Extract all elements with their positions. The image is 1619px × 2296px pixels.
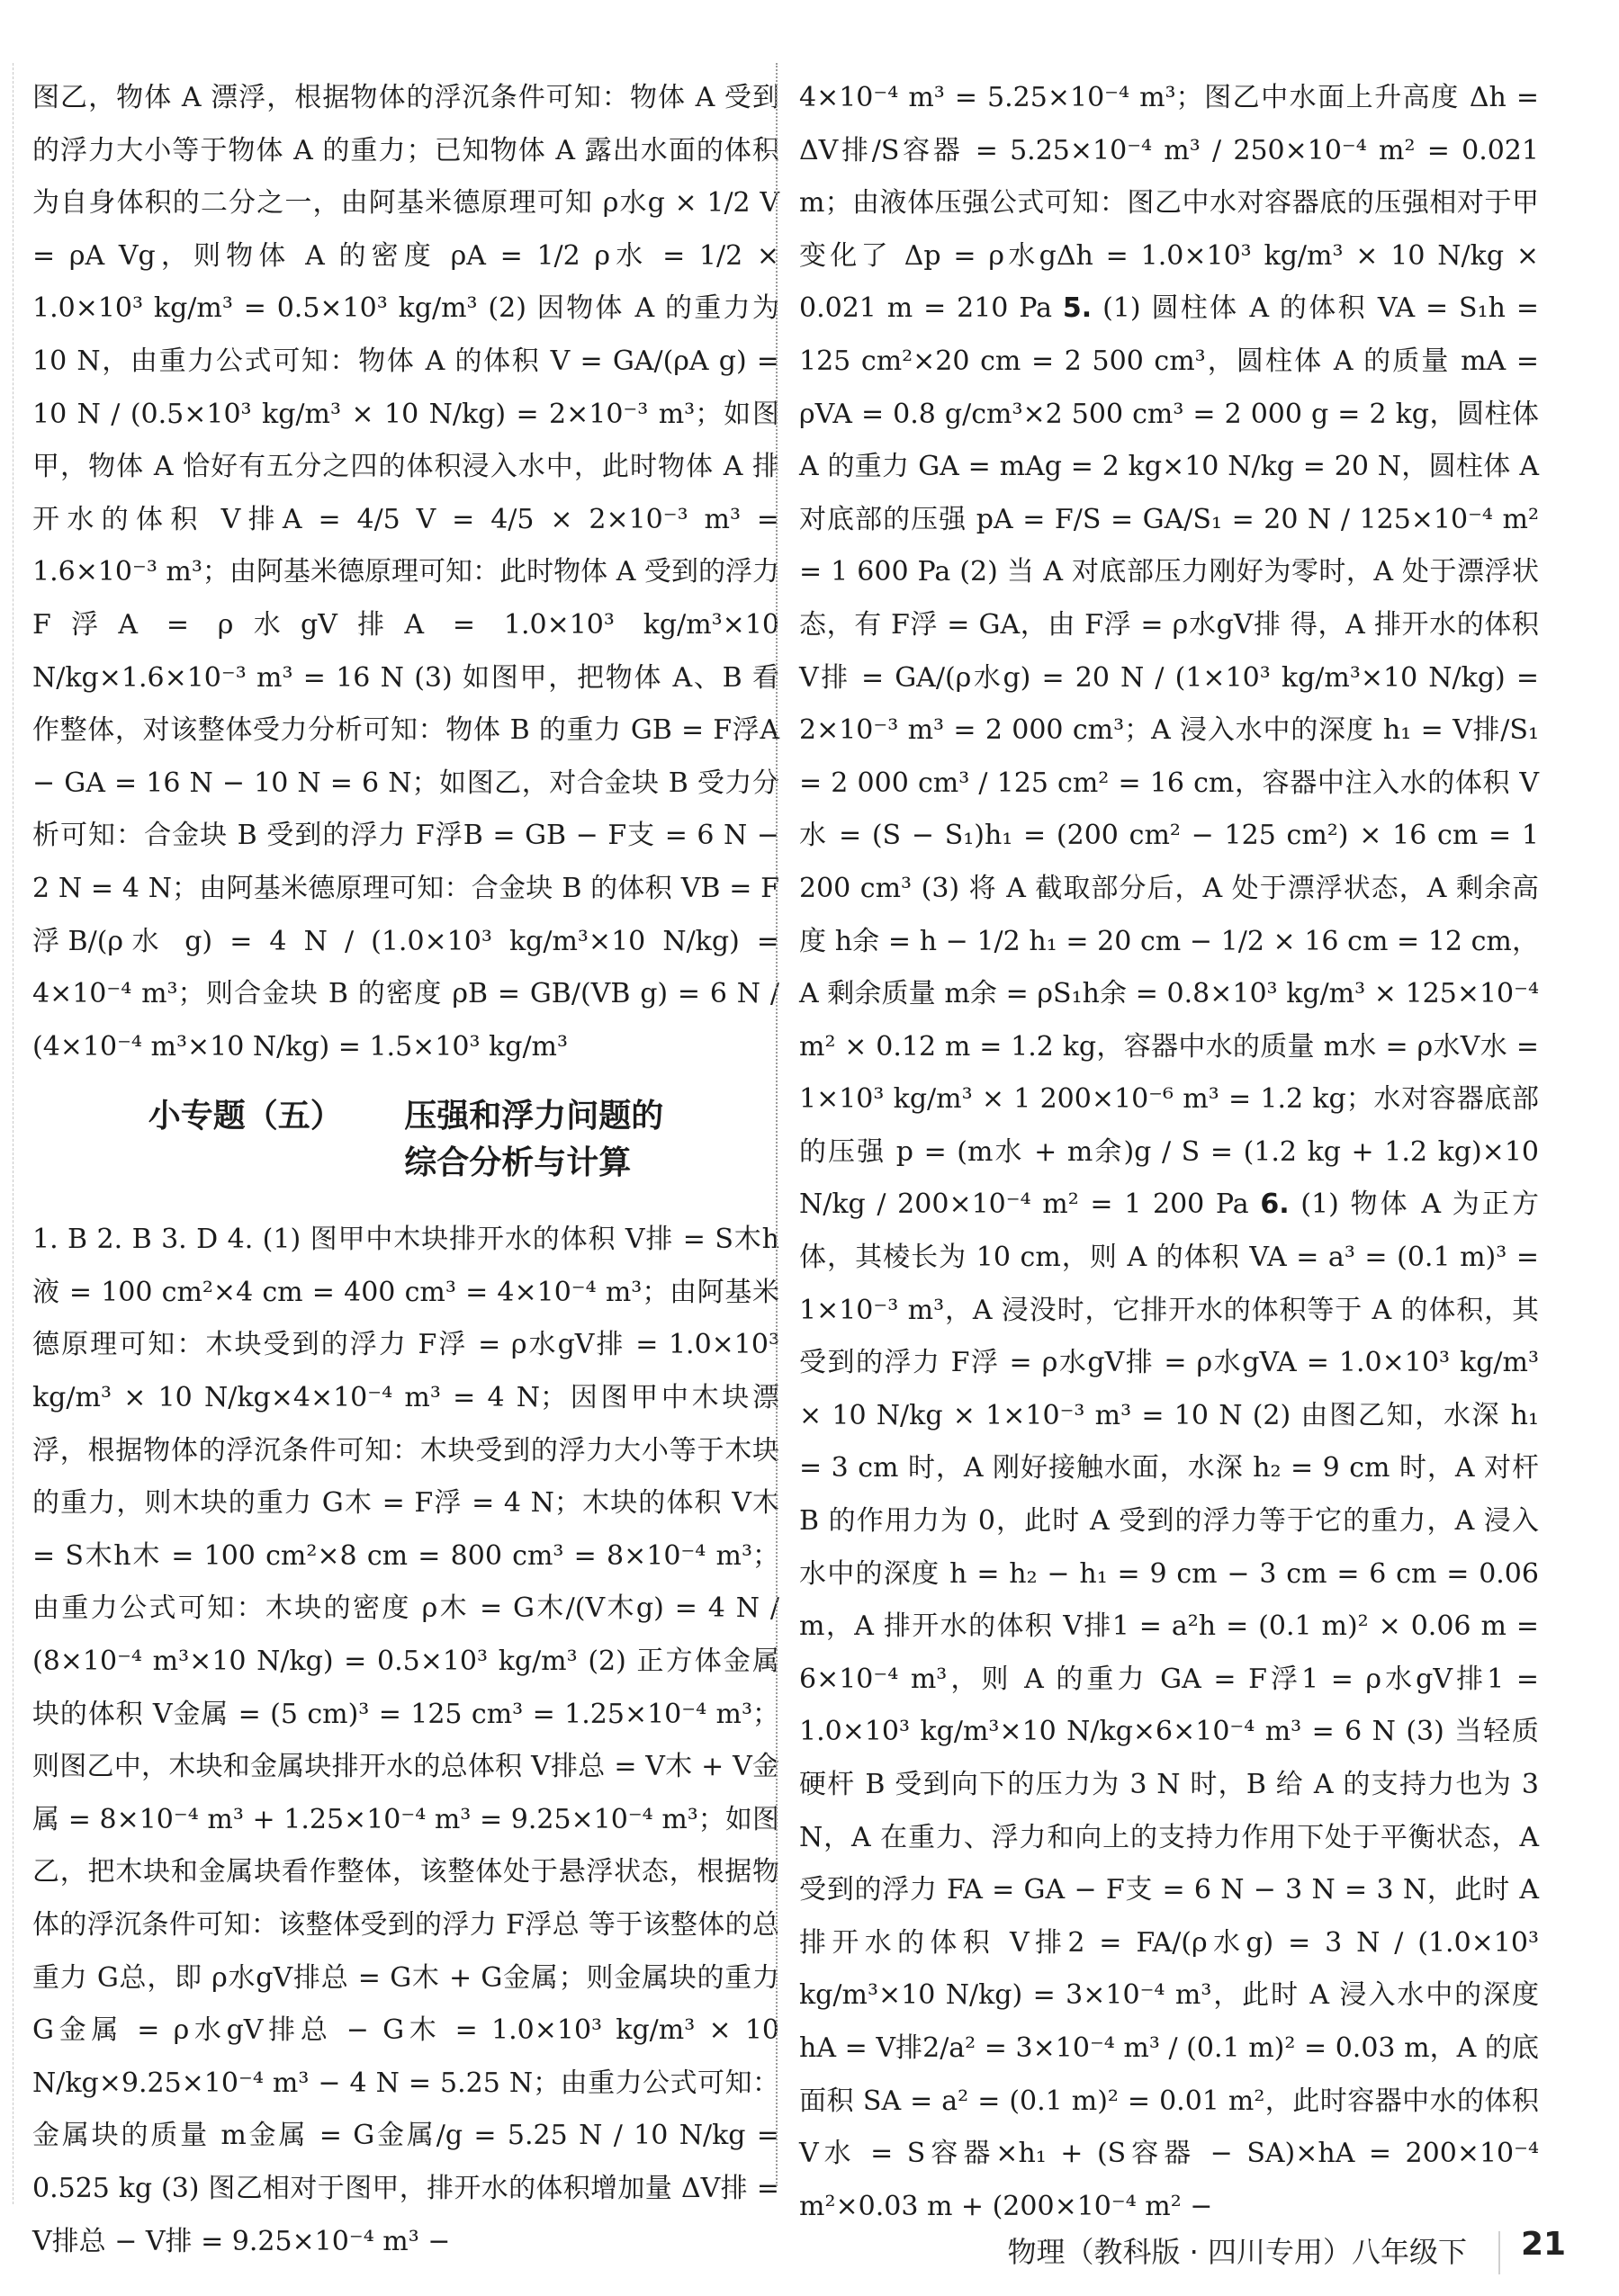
section-title-number: 小专题（五） bbox=[148, 1098, 343, 1135]
footer-separator bbox=[1498, 2231, 1500, 2274]
answer-5-text: (1) 圆柱体 A 的体积 VA = S₁h = 125 cm²×20 cm = 2 500 cm³，圆柱体 A 的质量 mA = ρVA = 0.8 g/cm³×2 500 cm³ = 2 000 g = 2 kg，圆柱体 A 的重力 GA = mAg = 2 kg×10 N/kg = 20 N，圆柱体 A 对底部的压强 pA = F/S = GA/S₁ = 20 N / 125×10⁻⁴ m² = 1 600 Pa (2) 当 A 对底部压力刚好为零时，A 处于漂浮状态，有 F浮 = GA，由 F浮 = ρ水gV排 得，A 排开水的体积 V排 = GA/(ρ水g) = 20 N / (1×10³ kg/m³×10 N/kg) = 2×10⁻³ m³ = 2 000 cm³；A 浸入水中的深度 h₁ = V排/S₁ = 2 000 cm³ / 125 cm² = 16 cm，容器中注入水的体积 V水 = (S − S₁)h₁ = (200 cm² − 125 cm²) × 16 cm = 1 200 cm³ (3) 将 A 截取部分后，A 处于漂浮状态，A 剩余高度 h余 = h − 1/2 h₁ = 20 cm − 1/2 × 16 cm = 12 cm，A 剩余质量 m余 = ρS₁h余 = 0.8×10³ kg/m³ × 125×10⁻⁴ m² × 0.12 m = 1.2 kg，容器中水的质量 m水 = ρ水V水 = 1×10³ kg/m³ × 1 200×10⁻⁶ m³ = 1.2 kg；水对容器底部的压强 p = (m水 + m余)g / S = (1.2 kg + 1.2 kg)×10 N/kg / 200×10⁻⁴ m² = 1 200 Pa bbox=[799, 292, 1539, 1221]
page-number: 21 bbox=[1521, 2226, 1567, 2263]
column-divider bbox=[776, 63, 778, 2186]
question-5-number: 5. bbox=[1062, 292, 1093, 325]
answer-continued-paragraph: 图乙，物体 A 漂浮，根据物体的浮沉条件可知：物体 A 受到的浮力大小等于物体 A 的重力；已知物体 A 露出水面的体积为自身体积的二分之一，由阿基米德原理可知 ρ水g × 1/2 V = ρA Vg，则物体 A 的密度 ρA = 1/2 ρ水 = 1/2 × 1.0×10³ kg/m³ = 0.5×10³ kg/m³ (2) 因物体 A 的重力为 10 N，由重力公式可知：物体 A 的体积 V = GA/(ρA g) = 10 N / (0.5×10³ kg/m³ × 10 N/kg) = 2×10⁻³ m³；如图甲，物体 A 恰好有五分之四的体积浸入水中，此时物体 A 排开水的体积 V排A = 4/5 V = 4/5 × 2×10⁻³ m³ = 1.6×10⁻³ m³；由阿基米德原理可知：此时物体 A 受到的浮力 F浮A = ρ水gV排A = 1.0×10³ kg/m³×10 N/kg×1.6×10⁻³ m³ = 16 N (3) 如图甲，把物体 A、B 看作整体，对该整体受力分析可知：物体 B 的重力 GB = F浮A − GA = 16 N − 10 N = 6 N；如图乙，对合金块 B 受力分析可知：合金块 B 受到的浮力 F浮B = GB − F支 = 6 N − 2 N = 4 N；由阿基米德原理可知：合金块 B 的体积 VB = F浮B/(ρ水 g) = 4 N / (1.0×10³ kg/m³×10 N/kg) = 4×10⁻⁴ m³；则合金块 B 的密度 ρB = GB/(VB g) = 6 N / (4×10⁻⁴ m³×10 N/kg) = 1.5×10³ kg/m³ bbox=[32, 82, 779, 1063]
right-column bbox=[799, 72, 1539, 2233]
question-6-number: 6. bbox=[1260, 1188, 1290, 1221]
section-title-line-1: 压强和浮力问题的 bbox=[404, 1098, 664, 1135]
section-title-text bbox=[404, 1093, 663, 1187]
answer-4-continued-paragraph bbox=[799, 72, 1539, 2233]
answers-1-to-4-paragraph: 1. B 2. B 3. D 4. (1) 图甲中木块排开水的体积 V排 = S木h液 = 100 cm²×4 cm = 400 cm³ = 4×10⁻⁴ m³；由阿基米德原理可知：木块受到的浮力 F浮 = ρ水gV排 = 1.0×10³ kg/m³ × 10 N/kg×4×10⁻⁴ m³ = 4 N；因图甲中木块漂浮，根据物体的浮沉条件可知：木块受到的浮力大小等于木块的重力，则木块的重力 G木 = F浮 = 4 N；木块的体积 V木 = S木h木 = 100 cm²×8 cm = 800 cm³ = 8×10⁻⁴ m³；由重力公式可知：木块的密度 ρ木 = G木/(V木g) = 4 N / (8×10⁻⁴ m³×10 N/kg) = 0.5×10³ kg/m³ (2) 正方体金属块的体积 V金属 = (5 cm)³ = 125 cm³ = 1.25×10⁻⁴ m³；则图乙中，木块和金属块排开水的总体积 V排总 = V木 + V金属 = 8×10⁻⁴ m³ + 1.25×10⁻⁴ m³ = 9.25×10⁻⁴ m³；如图乙，把木块和金属块看作整体，该整体处于悬浮状态，根据物体的浮沉条件可知：该整体受到的浮力 F浮总 等于该整体的总重力 G总，即 ρ水gV排总 = G木 + G金属；则金属块的重力 G金属 = ρ水gV排总 − G木 = 1.0×10³ kg/m³ × 10 N/kg×9.25×10⁻⁴ m³ − 4 N = 5.25 N；由重力公式可知：金属块的质量 m金属 = G金属/g = 5.25 N / 10 N/kg = 0.525 kg (3) 图乙相对于图甲，排开水的体积增加量 ΔV排 = V排总 − V排 = 9.25×10⁻⁴ m³ − bbox=[32, 1224, 779, 2257]
section-title bbox=[32, 1093, 779, 1187]
answer-6-text: (1) 物体 A 为正方体，其棱长为 10 cm，则 A 的体积 VA = a³ = (0.1 m)³ = 1×10⁻³ m³，A 浸没时，它排开水的体积等于 A 的体积，其受到的浮力 F浮 = ρ水gV排 = ρ水gVA = 1.0×10³ kg/m³ × 10 N/kg × 1×10⁻³ m³ = 10 N (2) 由图乙知，水深 h₁ = 3 cm 时，A 刚好接触水面，水深 h₂ = 9 cm 时，A 对杆 B 的作用力为 0，此时 A 受到的浮力等于它的重力，A 浸入水中的深度 h = h₂ − h₁ = 9 cm − 3 cm = 6 cm = 0.06 m，A 排开水的体积 V排1 = a²h = (0.1 m)² × 0.06 m = 6×10⁻⁴ m³，则 A 的重力 GA = F浮1 = ρ水gV排1 = 1.0×10³ kg/m³×10 N/kg×6×10⁻⁴ m³ = 6 N (3) 当轻质硬杆 B 受到向下的压力为 3 N 时，B 给 A 的支持力也为 3 N，A 在重力、浮力和向上的支持力作用下处于平衡状态，A 受到的浮力 FA = GA − F支 = 6 N − 3 N = 3 N，此时 A 排开水的体积 V排2 = FA/(ρ水g) = 3 N / (1.0×10³ kg/m³×10 N/kg) = 3×10⁻⁴ m³，此时 A 浸入水中的深度 hA = V排2/a² = 3×10⁻⁴ m³ / (0.1 m)² = 0.03 m，A 的底面积 SA = a² = (0.1 m)² = 0.01 m²，此时容器中水的体积 V水 = S容器×h₁ + (S容器 − SA)×hA = 200×10⁻⁴ m²×0.03 m + (200×10⁻⁴ m² − bbox=[799, 1188, 1539, 2222]
left-column bbox=[32, 72, 779, 2268]
section-title-line-2: 综合分析与计算 bbox=[404, 1144, 632, 1182]
footer-book-title: 物理（教科版 · 四川专用）八年级下 bbox=[1007, 2235, 1467, 2269]
answer-4-continued-text: 4×10⁻⁴ m³ = 5.25×10⁻⁴ m³；图乙中水面上升高度 Δh = ΔV排/S容器 = 5.25×10⁻⁴ m³ / 250×10⁻⁴ m² = 0.021 m；由液体压强公式可知：图乙中水对容器底的压强相对于甲变化了 Δp = ρ水gΔh = 1.0×10³ kg/m³ × 10 N/kg × 0.021 m = 210 Pa bbox=[799, 82, 1539, 325]
